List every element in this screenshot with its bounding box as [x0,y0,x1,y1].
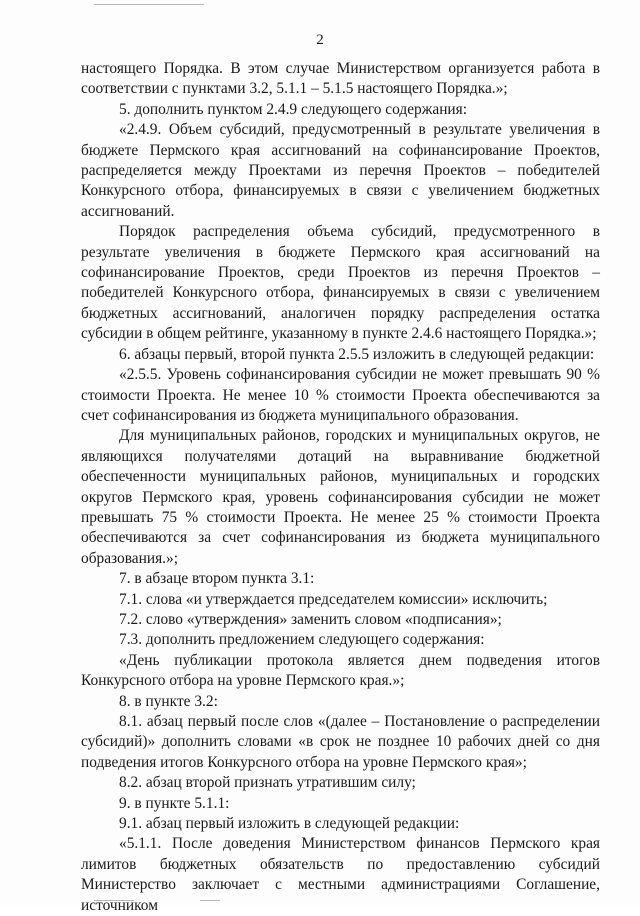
paragraph: 5. дополнить пунктом 2.4.9 следующего содержания: [119,100,468,118]
paragraph: 6. абзацы первый, второй пункта 2.5.5 изложить в следующей редакции: [119,345,595,363]
paragraph: Для муниципальных районов, городских и муниципальных округов, не являющихся получателями дотаций на выравнивание бюджетной обеспеченности муниципальных районов, муниципальных и городских округов Пермского края, уровень софинансирования субсидии не может превышать 75 % стоимости Проекта. Не менее 25 % стоимости Проекта обеспечиваются за счет софинансирования из бюджета муниципального образования.»; [81,427,600,567]
document-body [81,59,600,916]
paragraph: 7.1. слова «и утверждается председателем комиссии» исключить; [119,590,548,608]
paragraph: 9.1. абзац первый изложить в следующей редакции: [119,815,460,833]
paragraph: «2.4.9. Объем субсидий, предусмотренный в результате увеличения в бюджете Пермского края ассигнований на софинансирование Проектов, распределяется между Проектами из перечня Проектов – победителей Конкурсного отбора, финансируемых в связи с увеличением бюджетных ассигнований. [81,121,600,220]
page-number: 2 [316,32,324,48]
paragraph: 7.2. слово «утверждения» заменить словом «подписания»; [119,610,502,628]
paragraph-continuation: настоящего Порядка. В этом случае Министерством организуется работа в соответствии с пунктами 3.2, 5.1.1 – 5.1.5 настоящего Порядка.»; [81,60,600,98]
paragraph: 8.1. абзац первый после слов «(далее – Постановление о распределении субсидий)» дополнить словами «в срок не позднее 10 рабочих дней со дня подведения итогов Конкурсного отбора на уровне Пермского края»; [81,713,600,771]
paragraph: «2.5.5. Уровень софинансирования субсидии не может превышать 90 % стоимости Проекта. Не менее 10 % стоимости Проекта обеспечиваются за счет софинансирования из бюджета муниципального образования. [81,366,600,424]
paragraph: 7.3. дополнить предложением следующего содержания: [119,631,485,649]
paragraph: «День публикации протокола является днем подведения итогов Конкурсного отбора на уровне Пермского края.»; [81,651,600,690]
paragraph: 9. в пункте 5.1.1: [119,794,230,812]
paragraph: «5.1.1. После доведения Министерством финансов Пермского края лимитов бюджетных обязательств по предоставлению субсидий Министерство заключает с местными администрациями Соглашение, источником [81,835,600,914]
paragraph: 8.2. абзац второй признать утратившим силу; [119,774,416,792]
paragraph: 8. в пункте 3.2: [119,692,218,710]
scan-edge-mark [94,4,204,5]
paragraph: Порядок распределения объема субсидий, предусмотренного в результате увеличения в бюджете Пермского края ассигнований на софинансирование Проектов, среди Проектов из перечня Проектов – победителей Конкурсного отбора, финансируемых в связи с увеличением бюджетных ассигнований, аналогичен порядку распределения остатка субсидии в общем рейтинге, указанному в пункте 2.4.6 настоящего Порядка.»; [81,223,600,343]
paragraph: 7. в абзаце втором пункта 3.1: [119,570,315,588]
